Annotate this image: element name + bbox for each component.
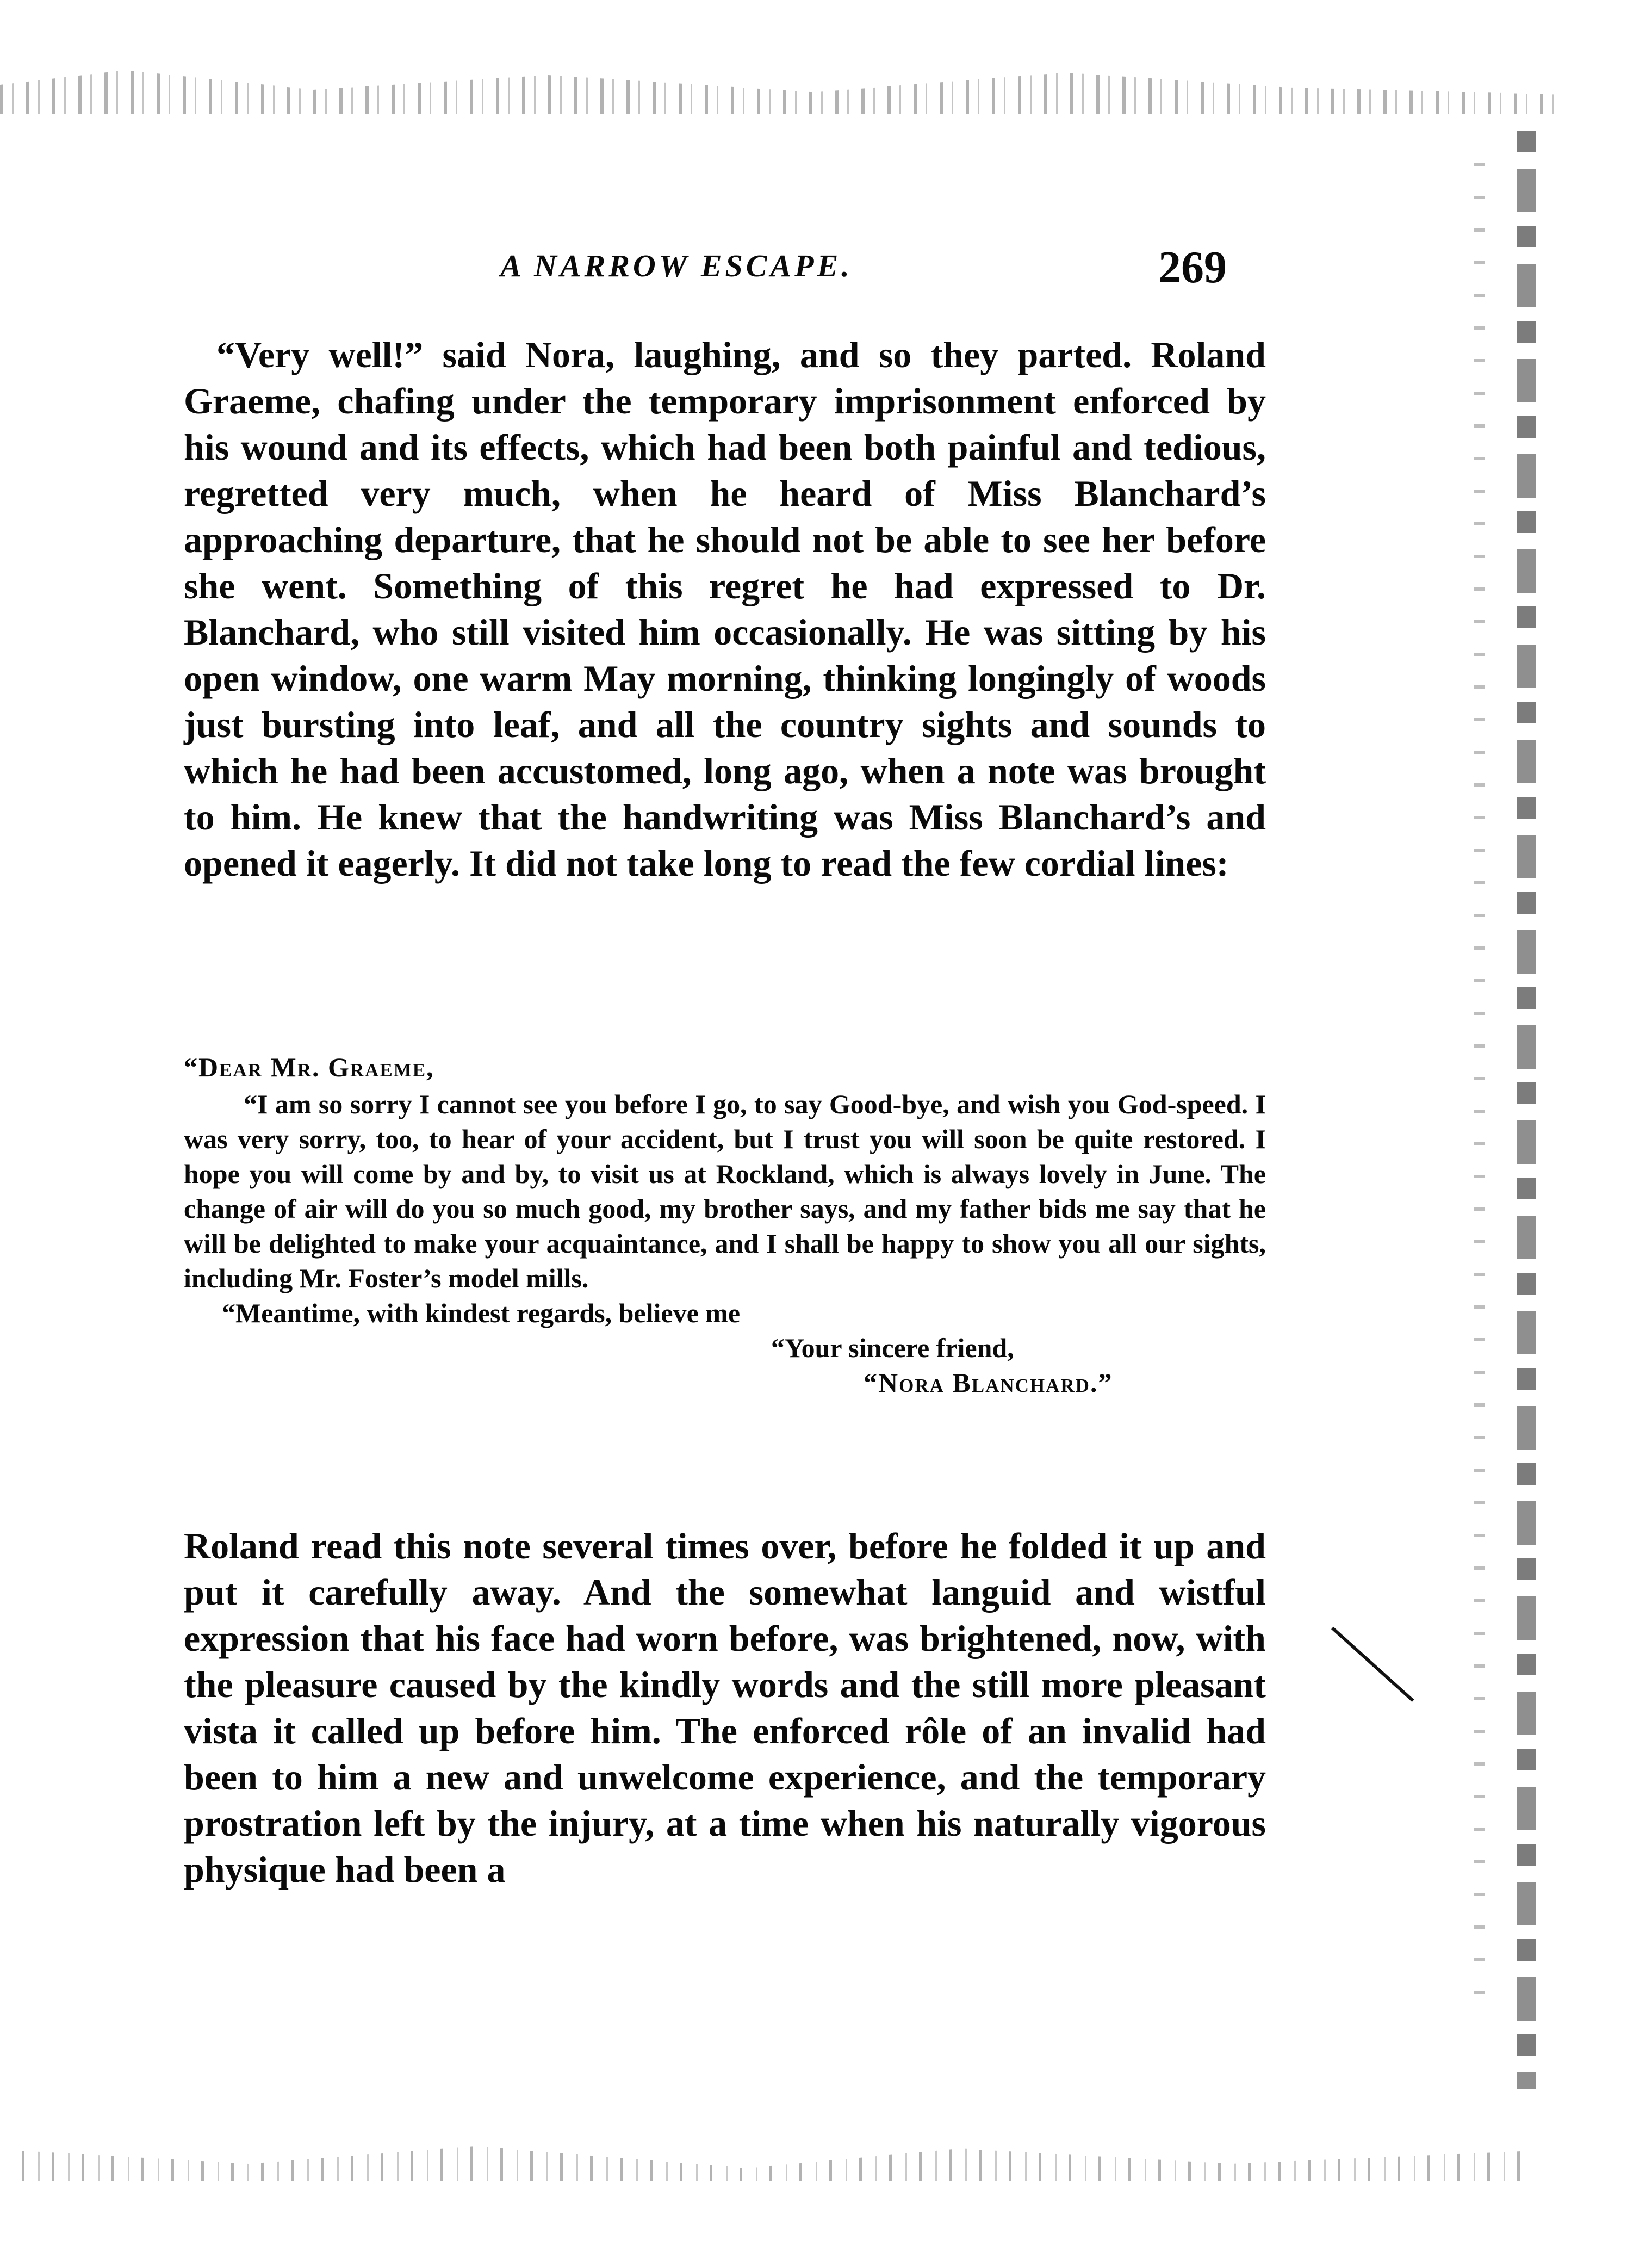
letter-salutation: “Dear Mr. Graeme, xyxy=(184,1052,434,1082)
letter-body: “I am so sorry I cannot see you before I go, to say Good-bye, and wish you God-speed. I was very sorry, too, to hear of your accident, but I trust you will soon be quite restored. I hope you will come by and by, to visit us at Rockland, which is always lovely in June. The change of air will do you so much good, my brother says, and my father bids me say that he will be delighted to make your acquaintance, and I shall be happy to show you all our sights, including Mr. Foster’s model mills. xyxy=(184,1089,1266,1293)
scan-edge-right-dots xyxy=(1474,163,1485,2012)
scan-edge-bottom xyxy=(22,2138,1533,2181)
paragraph-1: “Very well!” said Nora, laughing, and so they parted. Roland Graeme, chafing under the temporary imprisonment enforced by his wound and its effects, which had been both painful and tedious, regretted very much, when he heard of Miss Blanchard’s approaching departure, that he should not be able to see her before she went. Something of this regret he had expressed to Dr. Blanchard, who still visited him occasionally. He was sitting by his open window, one warm May morning, thinking longingly of woods just bursting into leaf, and all the country sights and sounds to which he had been accustomed, long ago, when a note was brought to him. He knew that the handwriting was Miss Blanchard’s and opened it eagerly. It did not take long to read the few cordial lines: xyxy=(184,334,1266,884)
letter-closing: “Meantime, with kindest regards, believe me xyxy=(222,1298,741,1328)
paragraph-2: Roland read this note several times over, before he folded it up and put it carefully away. And the somewhat languid and wistful expression that his face had worn before, was brightened, now, with the pleasure caused by the kindly words and the still more pleasant vista it called up before him. The enforced rôle of an invalid had been to him a new and unwelcome experience, and the temporary prostration left by the injury, at a time when his naturally vigorous physique had been a xyxy=(184,1525,1266,1890)
letter-signature: “Nora Blanchard.” xyxy=(864,1367,1113,1398)
pen-stroke-mark xyxy=(1331,1627,1414,1702)
page-number: 269 xyxy=(1158,242,1227,293)
letter-sign-off: “Your sincere friend, xyxy=(771,1333,1014,1363)
scan-edge-top xyxy=(0,65,1566,114)
scan-edge-right xyxy=(1517,131,1536,2089)
running-title: A NARROW ESCAPE. xyxy=(500,248,853,283)
running-head xyxy=(185,242,1272,307)
letter-block xyxy=(184,1050,1266,1400)
